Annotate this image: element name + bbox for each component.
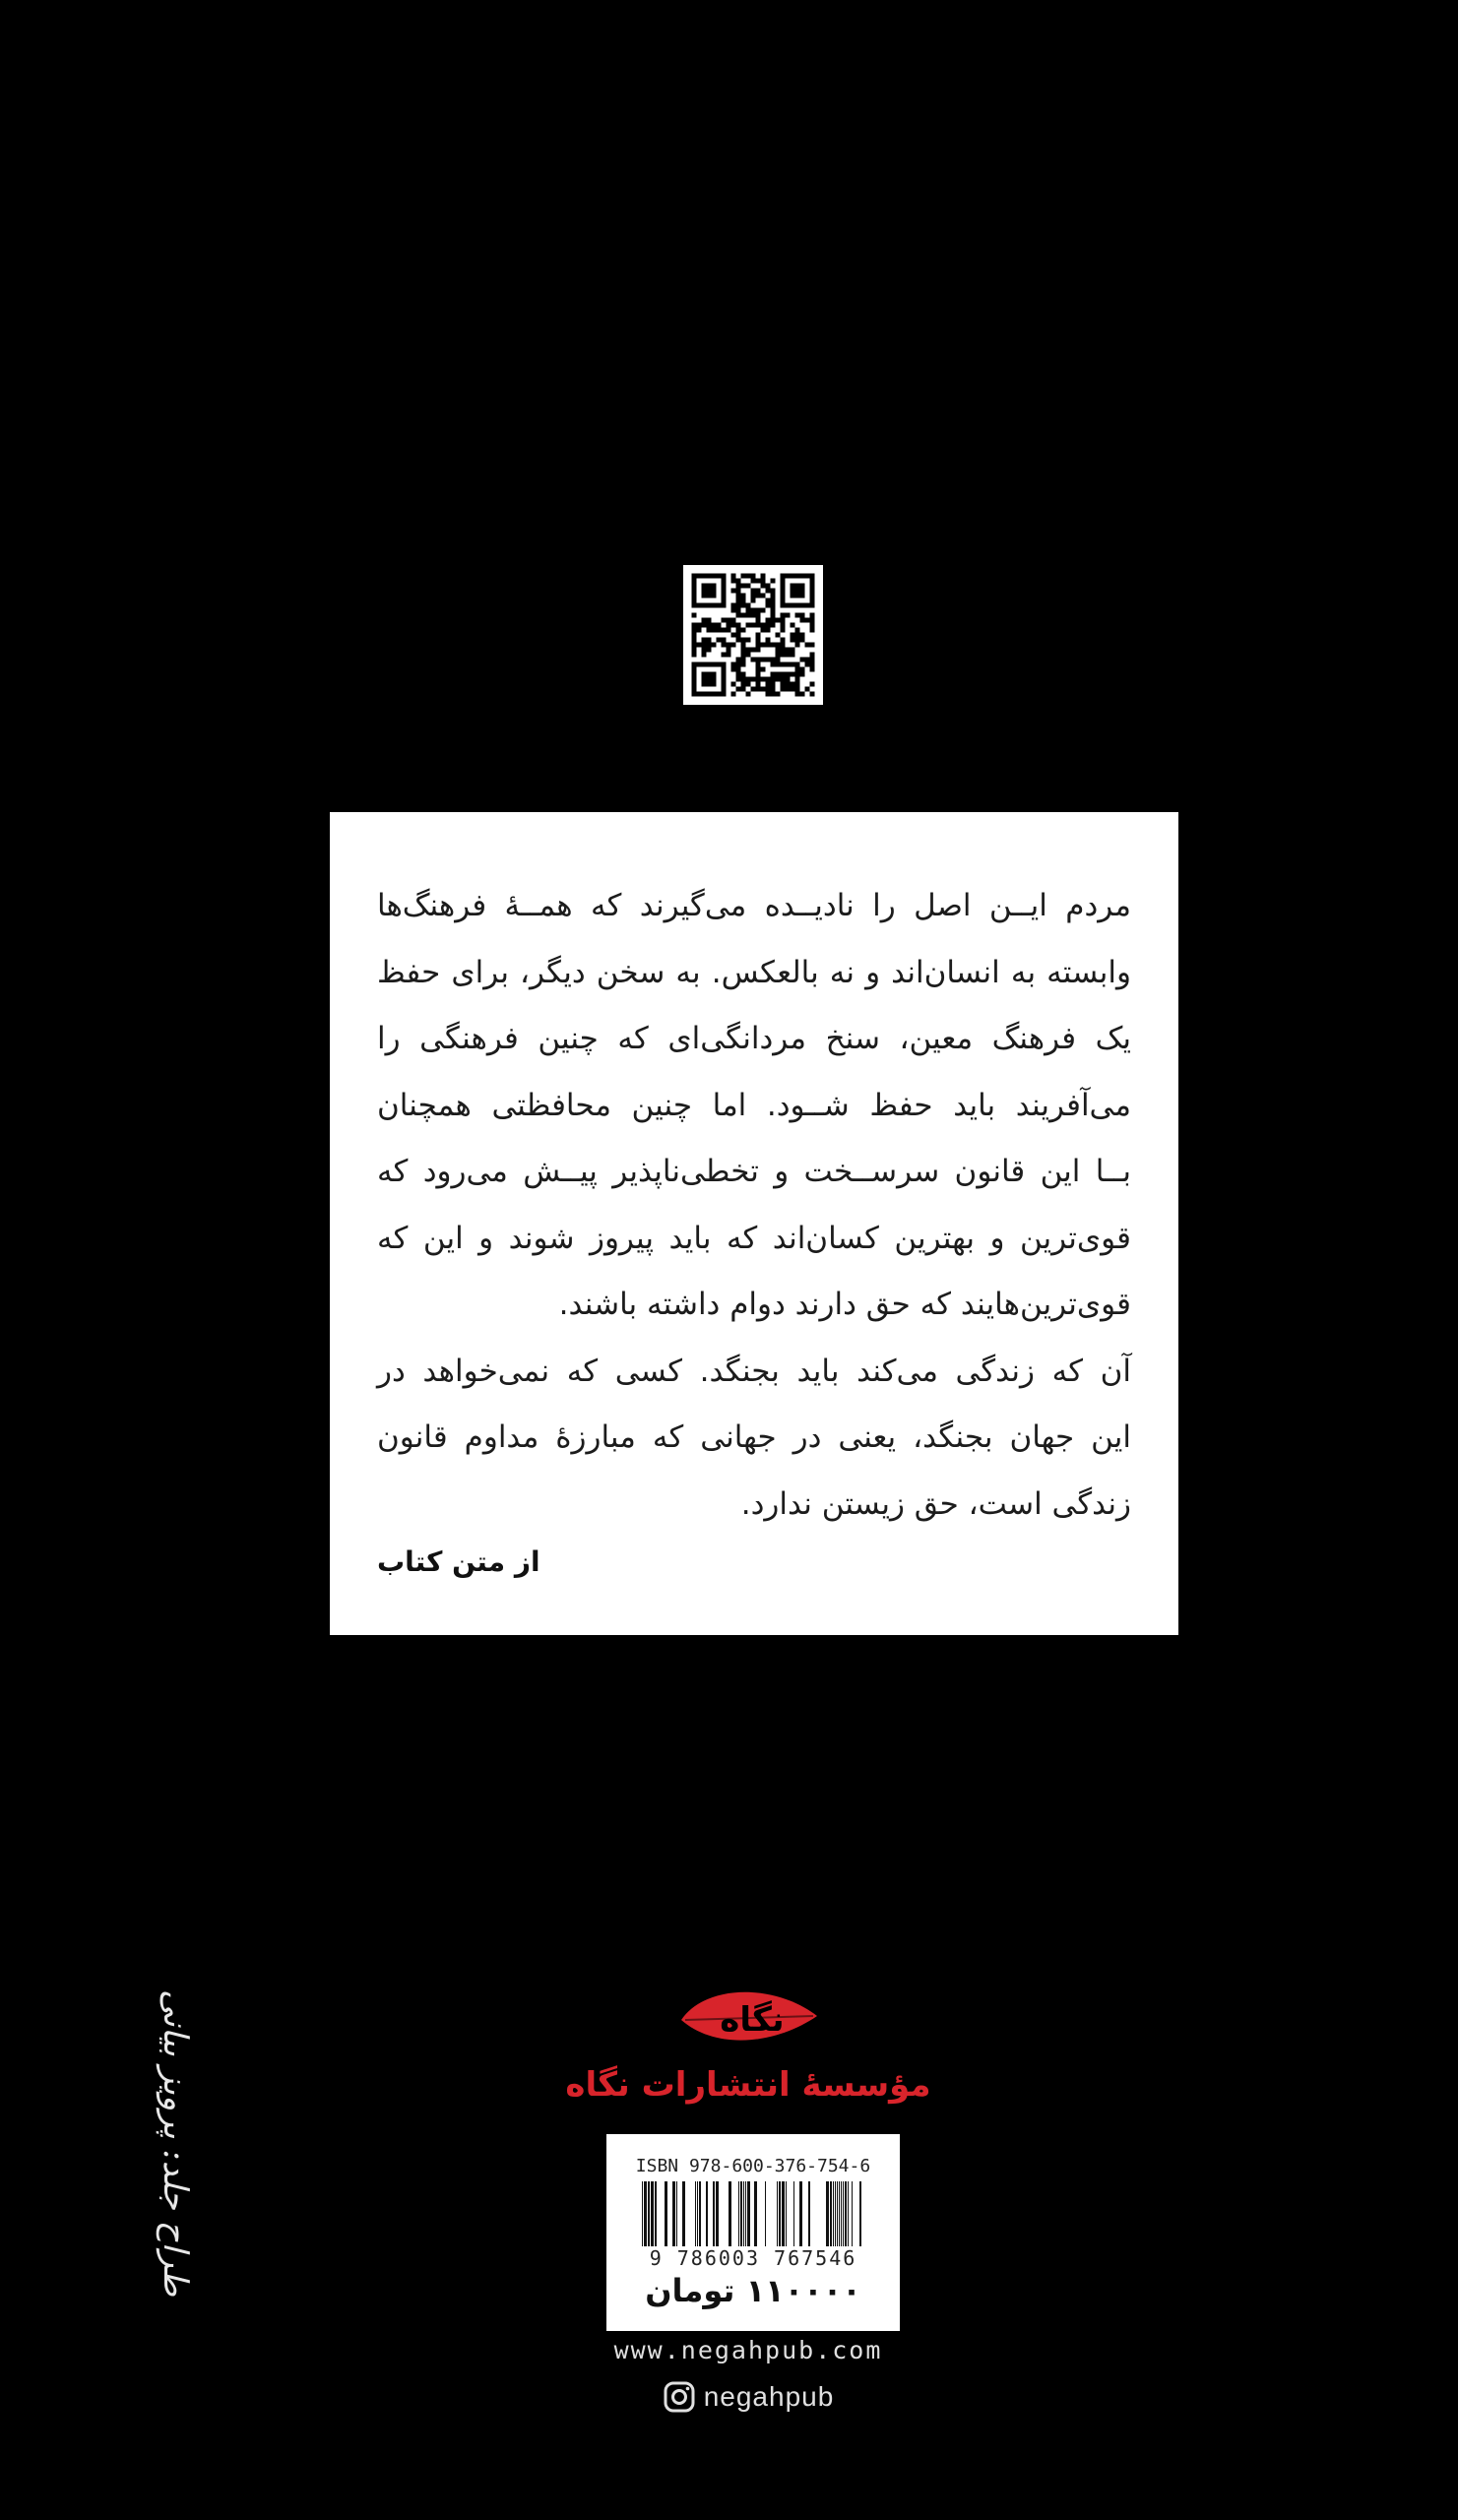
instagram-link[interactable]	[551, 2380, 945, 2414]
price: ۱۱۰۰۰۰ تومان	[645, 2272, 861, 2309]
quote-line: زندگی است، حق زیستن ندارد.	[740, 1485, 1131, 1522]
barcode-digits: 9 786003 767546	[649, 2246, 857, 2270]
instagram-handle: negahpub	[703, 2381, 835, 2412]
instagram-icon	[663, 2380, 696, 2414]
quote-line: قوی‌ترین‌هایند که حق دارند دوام داشته باشند.	[558, 1287, 1131, 1322]
publisher-logo	[675, 1977, 823, 2055]
publisher-website[interactable]: www.negahpub.com	[613, 2336, 883, 2364]
feather-logo-icon	[675, 1977, 823, 2055]
quote-line: یک فرهنگ معین، سنخ مردانگی‌ای که چنین فرهنگی را	[377, 1021, 1131, 1056]
quote-line: بــا این قانون سرســخت و تخطی‌ناپذیر پیــش می‌رود که	[377, 1154, 1131, 1189]
quote-line: آن که زندگی می‌کند باید بجنگد. کسی که نمی‌خواهد در	[377, 1353, 1131, 1389]
quote-line: قوی‌ترین و بهترین کسان‌اند که باید پیروز شوند و این که	[377, 1220, 1131, 1256]
qr-code-graphic	[683, 565, 823, 705]
cover-designer-credit: طراح جلد: پرویز بیانی	[156, 1989, 195, 2297]
isbn-number: ISBN 978-600-376-754-6	[635, 2156, 871, 2176]
quote-line: وابسته به انسان‌اند و نه بالعکس. به سخن دیگر، برای حفظ	[377, 954, 1131, 990]
publisher-name: مؤسسۀ انتشارات نگاه	[565, 2065, 931, 2105]
quote-line: این جهان بجنگد، یعنی در جهانی که مبارزۀ مداوم قانون	[377, 1419, 1131, 1455]
isbn-barcode	[606, 2134, 900, 2331]
barcode-graphic	[642, 2181, 864, 2246]
quote-line: مردم ایــن اصل را نادیــده می‌گیرند که همــۀ فرهنگ‌ها	[377, 888, 1131, 923]
qr-code	[683, 565, 823, 705]
back-cover-quote	[330, 812, 1178, 1635]
logo-text: نگاه	[720, 2000, 785, 2040]
quote-source: از متن کتاب	[377, 1545, 540, 1578]
quote-line: می‌آفریند باید حفظ شــود. اما چنین محافظتی همچنان	[377, 1087, 1131, 1123]
